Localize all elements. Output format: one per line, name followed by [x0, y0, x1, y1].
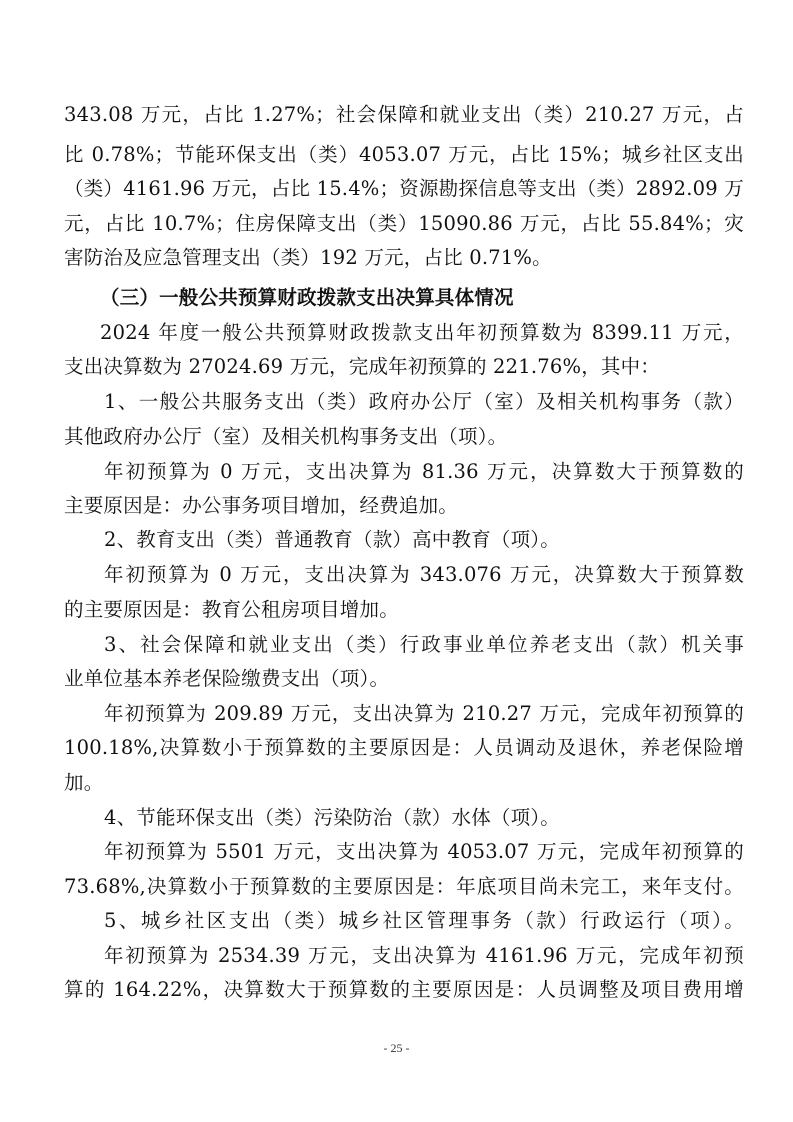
- body-text-line: 主要原因是：办公事务项目增加，经费追加。: [64, 494, 459, 517]
- body-text-line: 年初预算为 209.89 万元，支出决算为 210.27 万元，完成年初预算的: [104, 702, 744, 725]
- body-text-line: 加。: [64, 771, 104, 794]
- body-text-line: 比 0.78%；节能环保支出（类）4053.07 万元，占比 15%；城乡社区支出: [64, 143, 744, 166]
- body-text-line: 的主要原因是：教育公租房项目增加。: [64, 598, 399, 621]
- item-title-line: 5、城乡社区支出（类）城乡社区管理事务（款）行政运行（项）。: [104, 909, 744, 932]
- body-text-line: 343.08 万元，占比 1.27%；社会保障和就业支出（类）210.27 万元，占: [64, 103, 744, 126]
- body-text-line: 73.68%,决算数小于预算数的主要原因是：年底项目尚未完工，来年支付。: [64, 875, 744, 898]
- body-text-line: （类）4161.96 万元，占比 15.4%；资源勘探信息等支出（类）2892.09 万: [64, 177, 744, 200]
- body-text-line: 100.18%,决算数小于预算数的主要原因是：人员调动及退休，养老保险增: [64, 736, 744, 759]
- item-title-line: 业单位基本养老保险缴费支出（项）。: [64, 667, 390, 690]
- item-title-line: 4、节能环保支出（类）污染防治（款）水体（项）。: [104, 806, 560, 829]
- body-text-line: 年初预算为 0 万元，支出决算为 81.36 万元，决算数大于预算数的: [104, 460, 744, 483]
- body-text-line: 年初预算为 2534.39 万元，支出决算为 4161.96 万元，完成年初预: [104, 944, 744, 967]
- body-text-line: 元，占比 10.7%；住房保障支出（类）15090.86 万元，占比 55.84%；灾: [64, 212, 744, 235]
- item-title-line: 2、教育支出（类）普通教育（款）高中教育（项）。: [104, 528, 560, 551]
- body-text-line: 算的 164.22%，决算数大于预算数的主要原因是：人员调整及项目费用增: [64, 978, 744, 1001]
- item-title-line: 1、一般公共服务支出（类）政府办公厅（室）及相关机构事务（款）: [104, 390, 744, 413]
- body-text-line: 支出决算数为 27024.69 万元，完成年初预算的 221.76%，其中：: [64, 355, 660, 378]
- body-text-line: 年初预算为 5501 万元，支出决算为 4053.07 万元，完成年初预算的: [104, 840, 744, 863]
- body-text-line: 害防治及应急管理支出（类）192 万元，占比 0.71%。: [64, 246, 552, 269]
- page-number: - 25 -: [383, 1041, 410, 1055]
- body-text-line: 2024 年度一般公共预算财政拨款支出年初预算数为 8399.11 万元，: [100, 321, 744, 344]
- item-title-line: 其他政府办公厅（室）及相关机构事务支出（项）。: [64, 425, 508, 448]
- item-title-line: 3、社会保障和就业支出（类）行政事业单位养老支出（款）机关事: [104, 633, 744, 656]
- body-text-line: 年初预算为 0 万元，支出决算为 343.076 万元，决算数大于预算数: [104, 563, 744, 586]
- section-heading: （三）一般公共预算财政拨款支出决算具体情况: [100, 286, 514, 309]
